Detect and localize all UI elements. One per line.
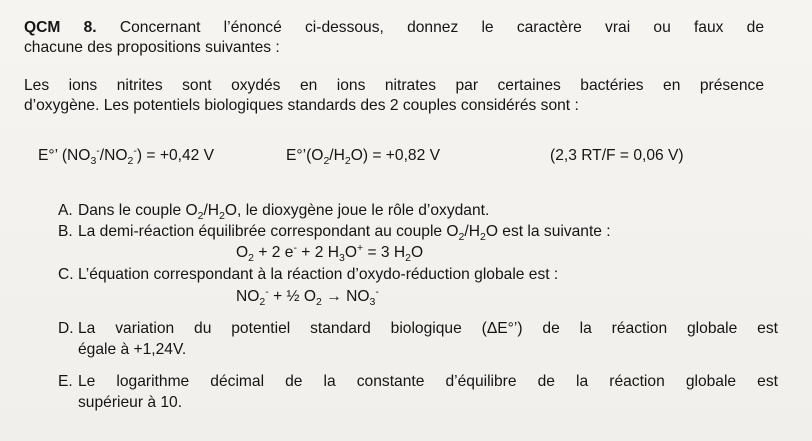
potential-couple-nitrate-nitrite: E°’ $(NO_3^-/NO_2^-) = +0,42$ V: [38, 144, 215, 168]
option-a: [58, 201, 778, 221]
option-e-continuation: [78, 393, 798, 413]
option-text-line-2: supérieur à 10.: [78, 394, 183, 411]
potential-couple-oxygen-water: $E^\circ’(O_2/H_2O) = +0,82$ V: [286, 147, 441, 168]
option-letter: D.: [58, 320, 74, 337]
context-line-1: Les ions nitrites sont oxydés en ions nitrates par certaines bactéries en présence: [24, 77, 764, 94]
option-text: Dans le couple $O_2/H_2O$, le dioxygène joue le rôle d’oxydant.: [78, 202, 490, 223]
option-d-continuation: [78, 340, 798, 360]
option-text-line-1: Le logarithme décimal de la constante d’équilibre de la réaction globale est: [78, 373, 778, 390]
option-letter: C.: [58, 266, 74, 283]
option-letter: A.: [58, 202, 73, 219]
option-e: [58, 372, 778, 392]
constant-note: (2,3 RT/F = 0,06 V): [550, 147, 684, 164]
option-c: [58, 265, 778, 285]
question-label: QCM 8.: [24, 19, 97, 36]
question-prompt-line-2: chacune des propositions suivantes :: [24, 39, 280, 56]
context-paragraph: [24, 76, 784, 116]
option-b: [58, 222, 778, 242]
global-reaction-equation: $NO_2^-$ + ½ $O_2 \to NO_3^-$: [236, 285, 379, 309]
option-text-line-2: égale à +1,24V.: [78, 341, 187, 358]
option-letter: E.: [58, 373, 73, 390]
question-header: [24, 18, 784, 58]
option-text: L’équation correspondant à la réaction d’oxydo-réduction globale est :: [78, 266, 559, 283]
context-line-2: d’oxygène. Les potentiels biologiques standards des 2 couples considérés sont :: [24, 97, 579, 114]
option-text: La demi-réaction équilibrée correspondant au couple $O_2/H_2O$ est la suivante :: [78, 223, 611, 244]
option-letter: B.: [58, 223, 73, 240]
option-d: [58, 319, 778, 339]
option-text-line-1: La variation du potentiel standard biologique (ΔE°’) de la réaction globale est: [78, 320, 778, 337]
half-reaction-equation: $O_2 + 2$ e- + 2 $H_3O^+ = 3$ $H_2O$: [236, 241, 424, 265]
question-prompt-line-1: QCM 8. Concernant l’énoncé ci-dessous, donnez le caractère vrai ou faux de: [24, 19, 765, 36]
